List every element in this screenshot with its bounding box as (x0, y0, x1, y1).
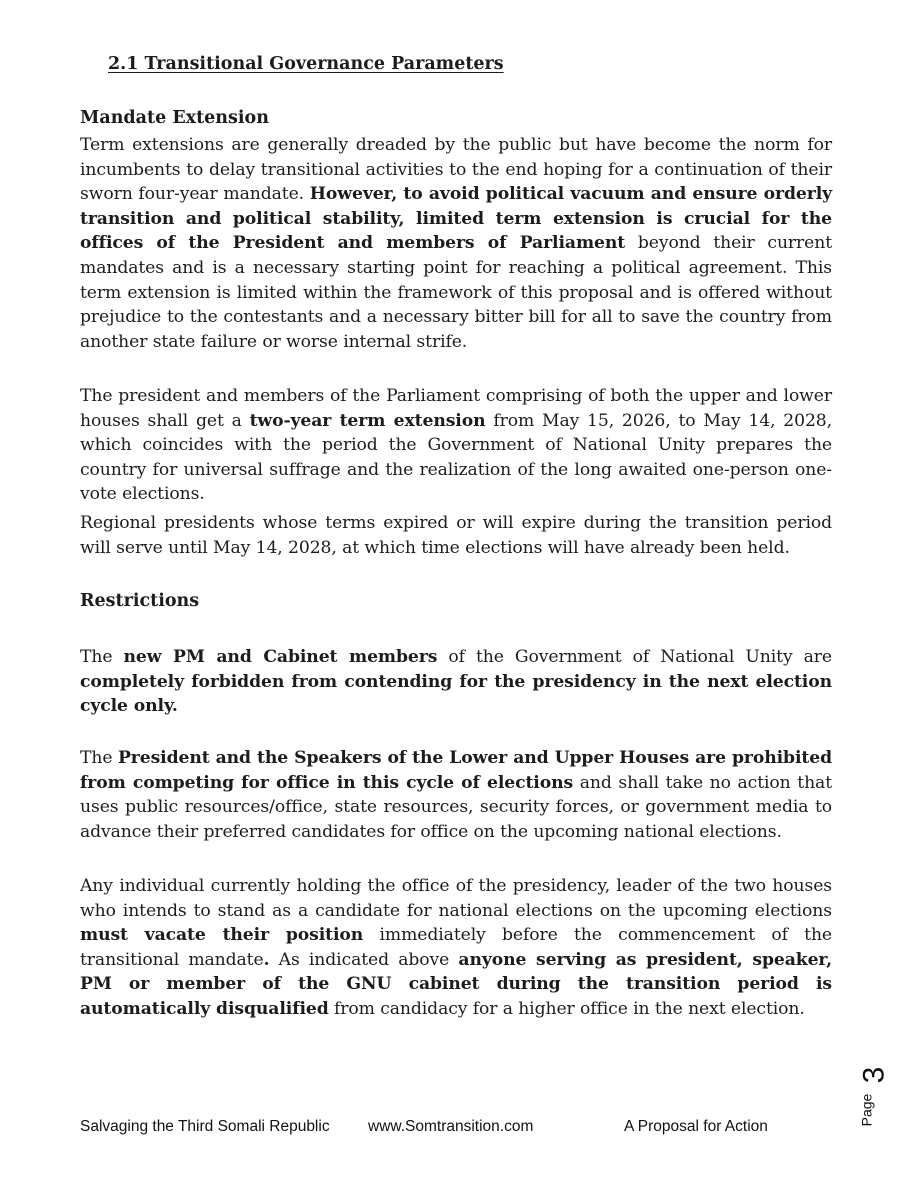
restrictions-p3-bold-d: . (263, 949, 270, 970)
mandate-p1-text-c: beyond their current mandates and is a necessary starting point for reaching a political agreement. This term extension is limited within the framework of this proposal and is offered without prejudice to the contestants and a necessary bitter bill for all to save the country from another state failure or worse internal strife. (80, 233, 833, 352)
restrictions-p1-bold-d: completely forbidden from contending for the presidency in the next election cycle only. (80, 671, 832, 717)
footer-title: Salvaging the Third Somali Republic (80, 1118, 330, 1135)
mandate-paragraph-2 (80, 384, 832, 507)
mandate-paragraph-3: Regional presidents whose terms expired or will expire during the transition period will serve until May 14, 2028, at which time elections will have already been held. (80, 513, 832, 558)
restrictions-p2-text-c: and shall take no action that uses public resources/office, state resources, security forces, or government media to advance their preferred candidates for office on the upcoming national elections. (80, 772, 832, 842)
page-number-marker (857, 1058, 898, 1138)
restrictions-p3-bold-f: anyone serving as president, speaker, PM or member of the GNU cabinet during the transition period is automatically disqualified (80, 949, 832, 1019)
restrictions-heading: Restrictions (80, 591, 200, 611)
footer-website: www.Somtransition.com (368, 1118, 534, 1135)
restrictions-p3-text-e: As indicated above (269, 949, 459, 970)
mandate-p2-text-c: from May 15, 2026, to May 14, 2028, which coincides with the period the Government of National Unity prepares the country for universal suffrage and the realization of the long awaited one-person one-vote elections. (80, 410, 832, 505)
restrictions-p1-text-a: The (80, 647, 124, 667)
restrictions-p3-text-g: from candidacy for a higher office in the next election. (328, 998, 805, 1019)
mandate-paragraph-1 (80, 133, 832, 354)
restrictions-p2-bold: President and the Speakers of the Lower and Upper Houses are prohibited from competing for office in this cycle of elections (80, 748, 832, 793)
mandate-p2-text-a: The president and members of the Parliament comprising of both the upper and lower houses shall get a (80, 386, 832, 431)
restrictions-paragraph-1 (80, 645, 832, 719)
page-number: 3 (857, 1066, 891, 1084)
footer-tagline: A Proposal for Action (624, 1118, 768, 1135)
restrictions-p1-bold-b: new PM and Cabinet members (123, 647, 438, 667)
mandate-extension-heading: Mandate Extension (80, 108, 269, 128)
mandate-p2-bold: two-year term extension (249, 410, 486, 431)
restrictions-p3-text-a: Any individual currently holding the office of the presidency, leader of the two houses who intends to stand as a candidate for national elections on the upcoming elections (80, 876, 832, 921)
mandate-p1-text-a: Term extensions are generally dreaded by the public but have become the norm for incumbents to delay transitional activities to the end hoping for a continuation of their sworn four-year mandate. (80, 135, 832, 205)
restrictions-p3-bold-b: must vacate their position (80, 925, 364, 946)
section-title: 2.1 Transitional Governance Parameters (108, 54, 504, 74)
restrictions-p3-text-c: immediately before the commencement of the transitional mandate (80, 925, 833, 970)
restrictions-p1-text-c: of the Government of National Unity are (437, 647, 832, 667)
mandate-p1-bold: However, to avoid political vacuum and ensure orderly transition and political stability, limited term extension is crucial for the offices of the President and members of Parliament (80, 184, 833, 254)
restrictions-paragraph-3 (80, 874, 832, 1022)
restrictions-paragraph-2 (80, 746, 832, 844)
page-label: Page (858, 1093, 875, 1127)
restrictions-p2-text-a: The (80, 748, 118, 768)
